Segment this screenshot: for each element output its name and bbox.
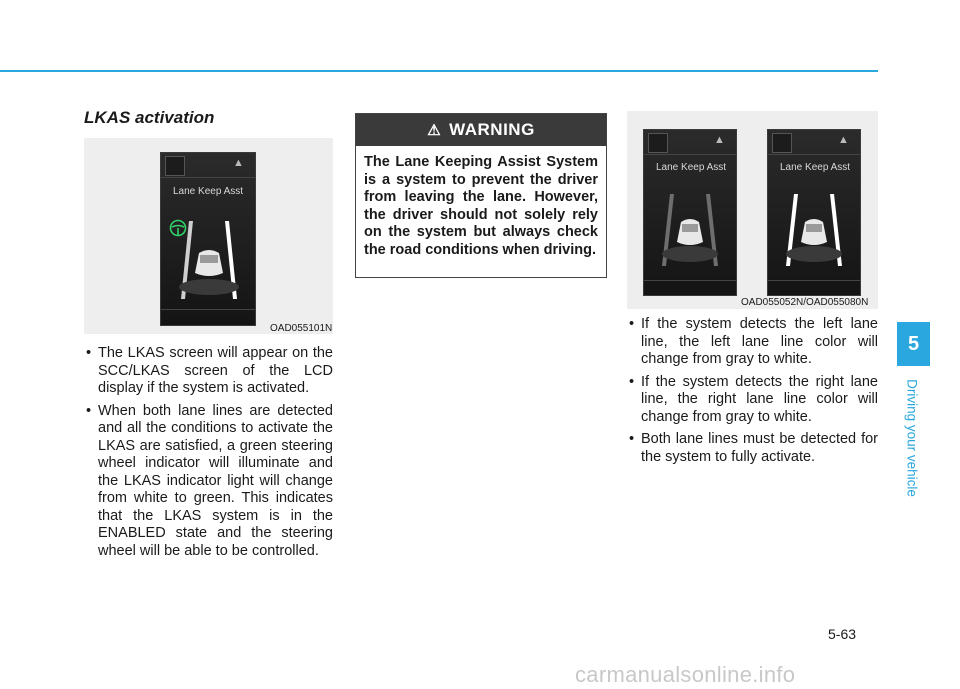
car-shadow (662, 246, 718, 262)
warning-icon: ⚠ (427, 122, 442, 139)
lane-car-graphic (644, 186, 736, 266)
car-shadow (786, 246, 842, 262)
screen-divider-bottom (161, 309, 255, 310)
figure-caption-left: OAD055101N (270, 323, 333, 334)
screen-corner-square (648, 133, 668, 153)
lka-indicator-icon: ▲ (233, 157, 244, 169)
car-shadow (179, 279, 239, 295)
list-item: • The LKAS screen will appear on the SCC/LKAS screen of the LCD display if the system is activated. (84, 345, 333, 398)
list-item: • Both lane lines must be detected for the system to fully activate. (627, 431, 878, 466)
screen-divider (161, 177, 255, 178)
lane-car-graphic (768, 186, 860, 266)
footer-watermark: carmanualsonline.info (575, 662, 796, 687)
warning-header (356, 114, 606, 146)
list-item: • When both lane lines are detected and all the conditions to activate the LKAS are satisfied, a green steering wheel indicator will illuminate and the LKAS indicator light will change from white to green. This indicates that the LKAS system is in the ENABLED state and the steering wheel will be able to be controlled. (84, 403, 333, 561)
warning-text: The Lane Keeping Assist System is a system to prevent the driver from leaving the lane. However, the driver should not solely rely on the system but always check the road conditions when driving. (364, 154, 598, 258)
cluster-screen (160, 152, 256, 326)
header-rule (0, 70, 878, 72)
screen-divider-bottom (768, 280, 860, 281)
page-number: 5-63 (828, 626, 857, 642)
screen-label: Lane Keep Asst (780, 162, 851, 173)
steering-wheel-icon (169, 219, 187, 237)
list-item: • If the system detects the right lane line, the right lane line color will change from gray to white. (627, 374, 878, 427)
cluster-screen-detected (767, 129, 861, 296)
screen-label: Lane Keep Asst (656, 162, 727, 173)
list-item: • If the system detects the left lane line, the left lane line color will change from gray to white. (627, 316, 878, 369)
right-bullet-list (627, 316, 878, 471)
car-windshield (682, 224, 698, 232)
screen-corner-square (165, 156, 185, 176)
car-windshield (806, 224, 822, 232)
figure-caption-right: OAD055052N/OAD055080N (741, 297, 869, 308)
car-windshield (200, 255, 218, 263)
lka-indicator-icon: ▲ (838, 134, 849, 146)
cluster-screen-undetected (643, 129, 737, 296)
warning-title: WARNING (449, 120, 535, 139)
lkas-screen-figure (84, 138, 333, 334)
chapter-title-vertical: Driving your vehicle (904, 379, 920, 497)
screen-divider (768, 154, 860, 155)
section-title: LKAS activation (84, 108, 215, 127)
lane-line-figure (627, 111, 878, 309)
chapter-tab: 5 (897, 322, 930, 366)
warning-box (355, 113, 607, 278)
screen-label: Lane Keep Asst (173, 186, 244, 197)
lka-indicator-icon: ▲ (714, 134, 725, 146)
screen-divider-bottom (644, 280, 736, 281)
screen-divider (644, 154, 736, 155)
screen-corner-square (772, 133, 792, 153)
left-bullet-list (84, 345, 333, 565)
